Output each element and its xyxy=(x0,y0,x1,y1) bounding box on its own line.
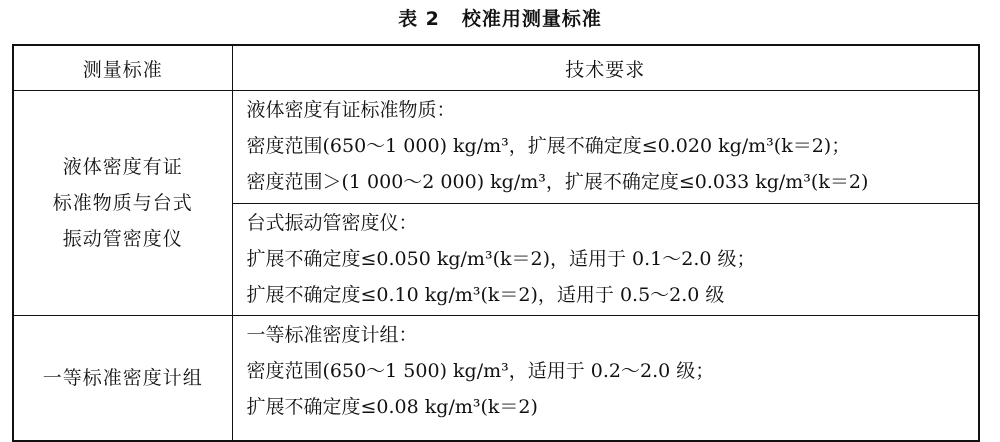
requirement-line: 密度范围＞(1 000～2 000) kg/m³，扩展不确定度≤0.033 kg/m³(k＝2) xyxy=(246,171,869,193)
requirement-line: 一等标准密度计组： xyxy=(246,324,418,346)
table-title: 校准用测量标准 xyxy=(461,8,602,30)
requirement-line: 扩展不确定度≤0.050 kg/m³(k＝2)，适用于 0.1～2.0 级； xyxy=(246,248,756,270)
table-caption xyxy=(0,4,1000,34)
standard-name-cell xyxy=(13,91,232,316)
standard-name-line: 标准物质与台式 xyxy=(52,192,193,214)
requirement-line: 台式振动管密度仪： xyxy=(246,212,418,234)
calibration-standards-table xyxy=(12,44,980,442)
header-measurement-standard: 测量标准 xyxy=(13,45,232,91)
table-header-row xyxy=(13,45,979,91)
requirement-line: 扩展不确定度≤0.10 kg/m³(k＝2)，适用于 0.5～2.0 级 xyxy=(246,284,725,306)
header-technical-requirements: 技术要求 xyxy=(232,45,979,91)
standard-name-cell xyxy=(13,316,232,442)
requirement-cell xyxy=(232,316,979,442)
requirement-cell xyxy=(232,91,979,204)
standard-name-line: 一等标准密度计组 xyxy=(42,367,203,389)
requirement-line: 密度范围(650～1 000) kg/m³，扩展不确定度≤0.020 kg/m³(k＝2)； xyxy=(246,135,851,157)
standard-name-line: 振动管密度仪 xyxy=(62,228,183,250)
table-row xyxy=(13,91,979,204)
table-number: 表 2 xyxy=(398,8,440,30)
requirement-line: 扩展不确定度≤0.08 kg/m³(k＝2) xyxy=(246,396,538,418)
requirement-cell xyxy=(232,204,979,316)
requirement-line: 液体密度有证标准物质： xyxy=(246,99,456,121)
standard-name-line: 液体密度有证 xyxy=(62,156,183,178)
requirement-line: 密度范围(650～1 500) kg/m³，适用于 0.2～2.0 级； xyxy=(246,360,715,382)
table-row xyxy=(13,316,979,442)
